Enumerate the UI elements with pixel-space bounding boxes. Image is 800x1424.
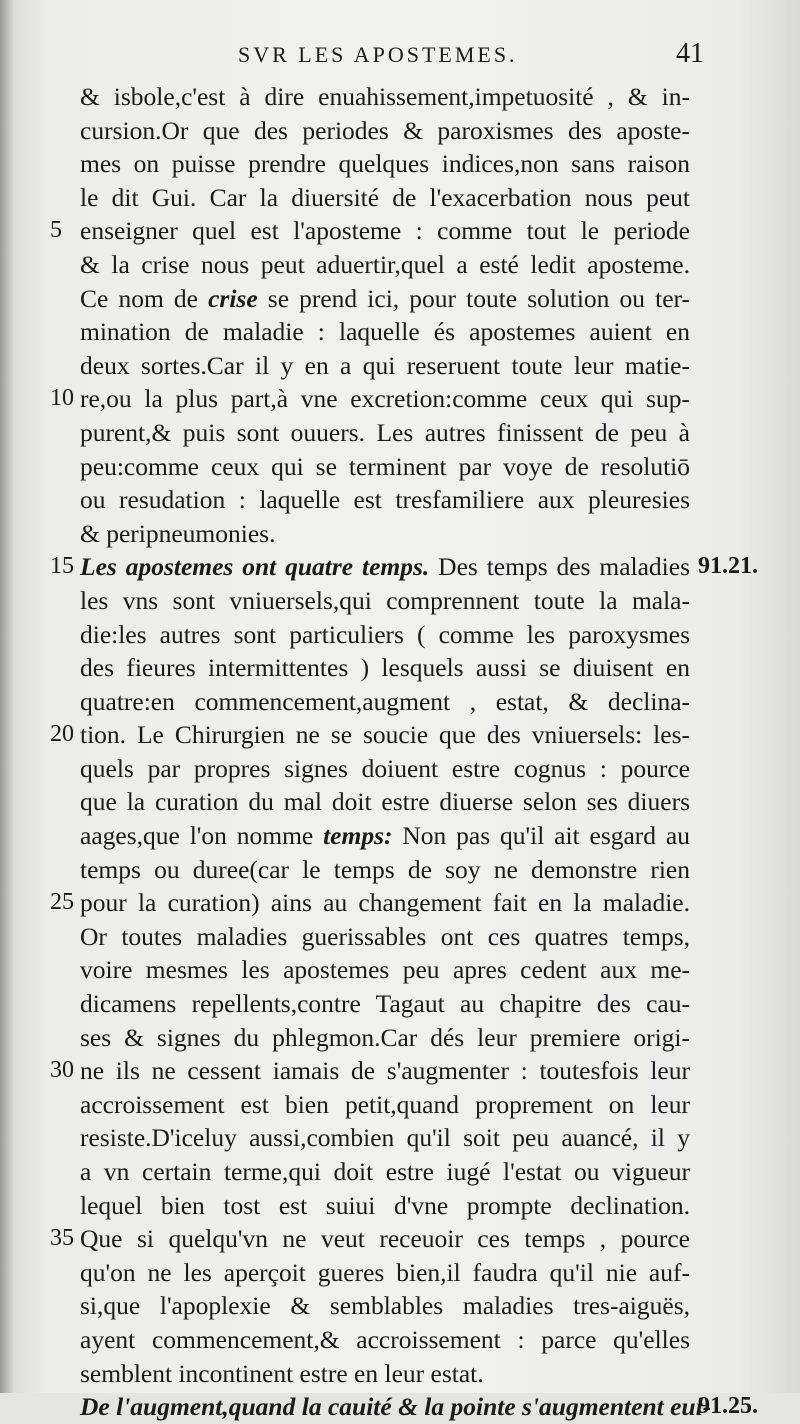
text-line xyxy=(80,920,690,954)
line-text: re,ou la plus part,à vne excretion:comme ceux qui sup- xyxy=(80,384,690,414)
line-text: Or toutes maladies guerissables ont ces quatres temps, xyxy=(80,921,690,951)
line-text: semblent incontinent estre en leur estat. xyxy=(80,1358,484,1388)
text-line xyxy=(80,1357,690,1391)
line-number: 35 xyxy=(50,1225,74,1252)
page-number: 41 xyxy=(676,38,704,69)
text-line xyxy=(80,1155,690,1189)
text-line xyxy=(80,752,690,786)
line-text: ses & signes du phlegmon.Car dés leur premiere origi- xyxy=(80,1022,690,1052)
text-line xyxy=(80,114,690,148)
text-line xyxy=(80,618,690,652)
text-line xyxy=(80,584,690,618)
text-line xyxy=(80,282,690,316)
line-text: quatre:en commencement,augment , estat, & declina- xyxy=(80,686,690,716)
line-text: ne ils ne cessent iamais de s'augmenter : toutesfois leur xyxy=(80,1056,690,1086)
line-text: que la curation du mal doit estre diuerse selon ses diuers xyxy=(80,787,690,817)
section-heading: Les apostemes ont quatre temps. xyxy=(80,552,430,582)
line-text: qu'on ne les aperçoit gueres bien,il faudra qu'il nie auf- xyxy=(80,1257,690,1287)
text-line xyxy=(80,248,690,282)
line-text: quels par propres signes doiuent estre cognus : pource xyxy=(80,753,690,783)
line-text: Non pas qu'il ait esgard au xyxy=(392,821,690,851)
line-text: pour la curation) ains au changement fait en la maladie. xyxy=(80,888,690,918)
line-text: si,que l'apoplexie & semblables maladies tres-aiguës, xyxy=(80,1291,690,1321)
line-text: a vn certain terme,qui doit estre iugé l'estat ou vigueur xyxy=(80,1157,690,1186)
text-line xyxy=(80,315,690,349)
text-line xyxy=(80,685,690,719)
line-number: 5 xyxy=(50,217,62,244)
line-text: voire mesmes les apostemes peu apres cedent aux me- xyxy=(80,955,690,985)
line-number: 10 xyxy=(50,385,74,412)
text-line xyxy=(80,80,690,114)
text-line xyxy=(80,853,690,887)
text-line xyxy=(80,819,690,853)
text-line xyxy=(80,651,690,685)
line-number: 20 xyxy=(50,721,74,748)
text-line xyxy=(80,1021,690,1055)
line-text: & peripneumonies. xyxy=(80,518,276,548)
line-number: 15 xyxy=(50,553,74,580)
marginal-reference: 91.25. xyxy=(698,1393,758,1420)
line-text: Que si quelqu'vn ne veut receuoir ces temps , pource xyxy=(80,1224,690,1254)
line-text: peu:comme ceux qui se terminent par voye de resolutiō xyxy=(80,451,690,481)
line-text: die:les autres sont particuliers ( comme les paroxysmes xyxy=(80,619,690,649)
text-line xyxy=(80,1390,758,1424)
line-text: mination de maladie : laquelle és apostemes auient en xyxy=(80,317,690,347)
text-line xyxy=(80,517,690,551)
emphasized-term: crise xyxy=(208,283,258,313)
page-gutter-shadow xyxy=(0,0,14,1393)
line-text: temps ou duree(car le temps de soy ne demonstre rien xyxy=(80,854,690,884)
line-text: tion. Le Chirurgien ne se soucie que des vniuersels: les- xyxy=(80,720,690,750)
text-line xyxy=(80,1088,690,1122)
line-text: purent,& puis sont ouuers. Les autres finissent de peu à xyxy=(80,417,690,447)
text-line xyxy=(80,987,690,1021)
text-line xyxy=(80,953,690,987)
text-line xyxy=(80,147,690,181)
text-line xyxy=(80,1256,690,1290)
line-text: dicamens repellents,contre Tagaut au chapitre des cau- xyxy=(80,989,690,1019)
text-line xyxy=(80,1323,690,1357)
line-text: ou resudation : laquelle est tresfamiliere aux pleuresies xyxy=(80,485,690,515)
text-line xyxy=(80,181,690,215)
emphasized-term: temps: xyxy=(323,821,393,851)
text-line xyxy=(50,886,690,920)
text-line xyxy=(50,382,690,416)
text-line xyxy=(80,450,690,484)
text-line xyxy=(80,349,690,383)
line-number: 30 xyxy=(50,1057,74,1084)
marginal-reference: 91.21. xyxy=(698,553,758,580)
line-text: cursion.Or que des periodes & paroxismes des aposte- xyxy=(80,115,690,145)
line-text: se prend ici, pour toute solution ou ter- xyxy=(257,283,691,313)
text-line xyxy=(50,550,758,584)
running-head: SVR LES APOSTEMES. xyxy=(238,42,518,67)
line-text: deux sortes.Car il y en a qui reseruent toute leur matie- xyxy=(80,350,690,380)
text-line xyxy=(80,1289,690,1323)
line-text: le dit Gui. Car la diuersité de l'exacerbation nous peut xyxy=(80,182,690,212)
line-text: & la crise nous peut aduertir,quel a esté ledit aposteme. xyxy=(80,249,690,279)
text-line xyxy=(50,718,690,752)
page-header xyxy=(0,36,800,76)
text-line xyxy=(80,1121,690,1155)
line-text: Des temps des maladies xyxy=(429,552,690,582)
line-text: enseigner quel est l'aposteme : comme tout le periode xyxy=(80,216,690,246)
text-line xyxy=(80,1189,690,1223)
line-text: les vns sont vniuersels,qui comprennent toute la mala- xyxy=(80,585,690,615)
line-text: aages,que l'on nomme xyxy=(80,821,324,851)
text-line xyxy=(80,785,690,819)
line-text: ayent commencement,& accroissement : parce qu'elles xyxy=(80,1324,690,1354)
line-text: resiste.D'iceluy aussi,combien qu'il soit peu auancé, il y xyxy=(80,1123,690,1153)
text-line xyxy=(50,1222,690,1256)
line-text: des fieures intermittentes ) lesquels aussi se diuisent en xyxy=(80,653,690,683)
line-number: 25 xyxy=(50,889,74,916)
section-heading: De l'augment,quand la cauité & la pointe s'augmentent eui- xyxy=(80,1392,712,1422)
body-text xyxy=(50,80,758,1424)
line-text: & isbole,c'est à dire enuahissement,impetuosité , & in- xyxy=(80,82,690,111)
line-text: lequel bien tost est suiui d'vne prompte declination. xyxy=(80,1190,690,1220)
text-line xyxy=(50,214,690,248)
line-text: accroissement est bien petit,quand proprement on leur xyxy=(80,1089,690,1119)
text-line xyxy=(80,483,690,517)
line-text: Ce nom de xyxy=(80,283,209,313)
text-line xyxy=(80,416,690,450)
text-line xyxy=(50,1054,690,1088)
line-text: mes on puisse prendre quelques indices,non sans raison xyxy=(80,149,690,179)
